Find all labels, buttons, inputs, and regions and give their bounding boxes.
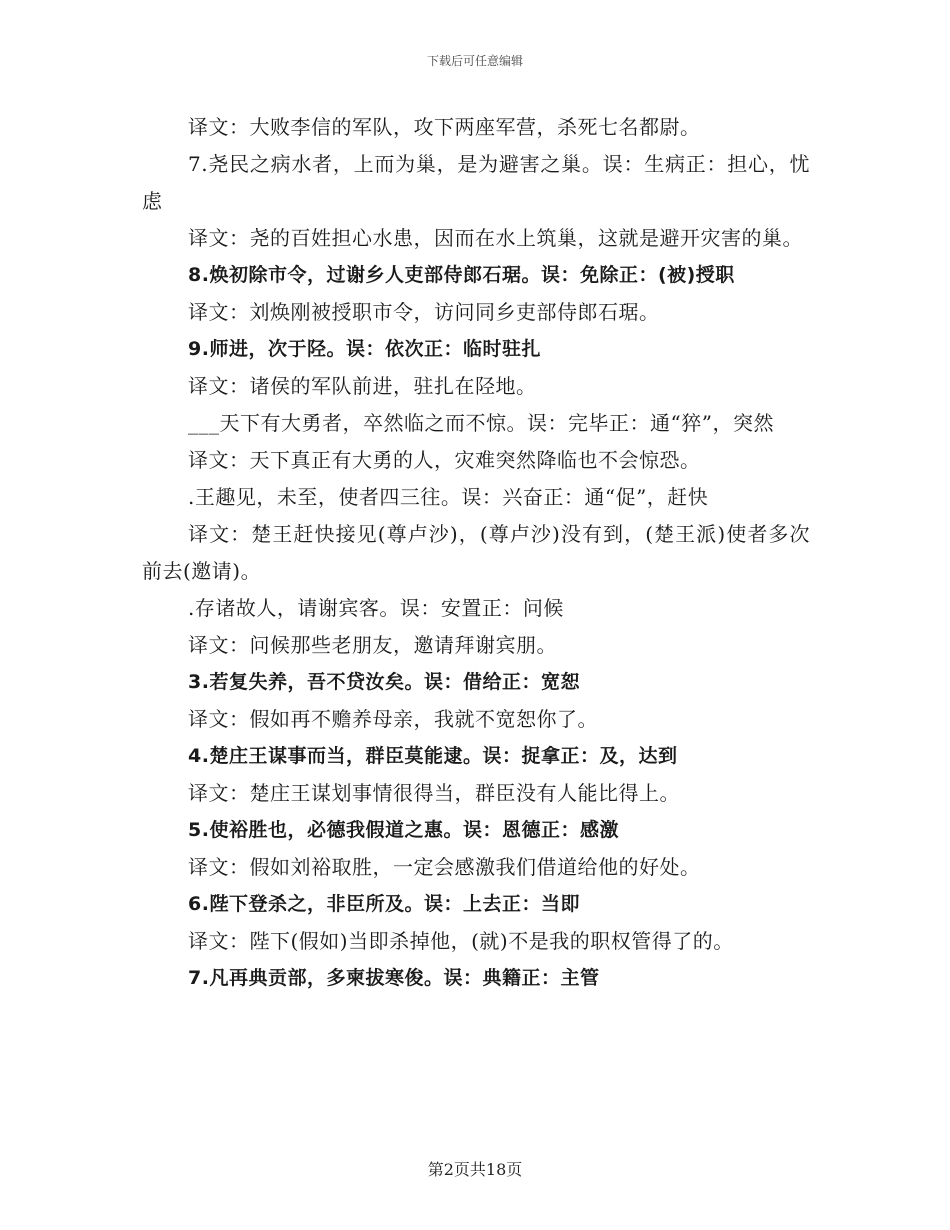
entry-paragraph: 译文：诸侯的军队前进，驻扎在陉地。 bbox=[188, 374, 537, 398]
page-header: 下载后可任意编辑 bbox=[426, 54, 523, 68]
entry-paragraph: 译文：天下真正有大勇的人，灾难突然降临也不会惊恐。 bbox=[188, 448, 701, 472]
entry-paragraph: 译文：假如刘裕取胜，一定会感激我们借道给他的好处。 bbox=[188, 855, 701, 879]
entry-paragraph: 译文：陛下(假如)当即杀掉他，(就)不是我的职权管得了的。 bbox=[188, 929, 734, 953]
entry-paragraph: 译文：假如再不赡养母亲，我就不宽恕你了。 bbox=[188, 707, 598, 731]
entry-heading: 6.陛下登杀之，非臣所及。误：上去正：当即 bbox=[188, 893, 580, 915]
entry-paragraph: ___天下有大勇者，卒然临之而不惊。误：完毕正：通“猝”，突然 bbox=[188, 411, 774, 435]
entry-paragraph: 译文：楚庄王谋划事情很得当，群臣没有人能比得上。 bbox=[188, 781, 680, 805]
entry-paragraph: .存诸故人，请谢宾客。误：安置正：问候 bbox=[188, 596, 564, 620]
entry-paragraph: 译文：尧的百姓担心水患，因而在水上筑巢，这就是避开灾害的巢。 bbox=[188, 226, 803, 250]
entry-heading: 5.使裕胜也，必德我假道之惠。误：恩德正：感激 bbox=[188, 819, 619, 841]
entry-paragraph: 译文：楚王赶快接见(尊卢沙)，(尊卢沙)没有到，(楚王派)使者多次前去(邀请)。 bbox=[142, 522, 810, 583]
entry-heading: 3.若复失养，吾不贷汝矣。误：借给正：宽恕 bbox=[188, 671, 580, 693]
page-footer: 第2页共18页 bbox=[427, 1160, 523, 1179]
entry-paragraph: 译文：刘焕刚被授职市令，访问同乡吏部侍郎石琚。 bbox=[188, 300, 660, 324]
entry-heading: 9.师进，次于陉。误：依次正：临时驻扎 bbox=[188, 338, 541, 360]
entry-heading: 4.楚庄王谋事而当，群臣莫能逮。误：捉拿正：及，达到 bbox=[188, 745, 678, 767]
entry-paragraph: 译文：问候那些老朋友，邀请拜谢宾朋。 bbox=[188, 633, 557, 657]
document-body bbox=[142, 109, 810, 997]
entry-heading: 8.焕初除市令，过谢乡人吏部侍郎石琚。误：免除正：(被)授职 bbox=[188, 264, 735, 286]
entry-heading: 7.凡再典贡部，多柬拔寒俊。误：典籍正：主管 bbox=[188, 967, 600, 989]
entry-paragraph: .王趣见，未至，使者四三往。误：兴奋正：通“促”，赶快 bbox=[188, 485, 709, 509]
entry-paragraph: 译文：大败李信的军队，攻下两座军营，杀死七名都尉。 bbox=[188, 115, 701, 139]
entry-paragraph: 7.尧民之病水者，上而为巢，是为避害之巢。误：生病正：担心，忧虑 bbox=[142, 152, 810, 213]
